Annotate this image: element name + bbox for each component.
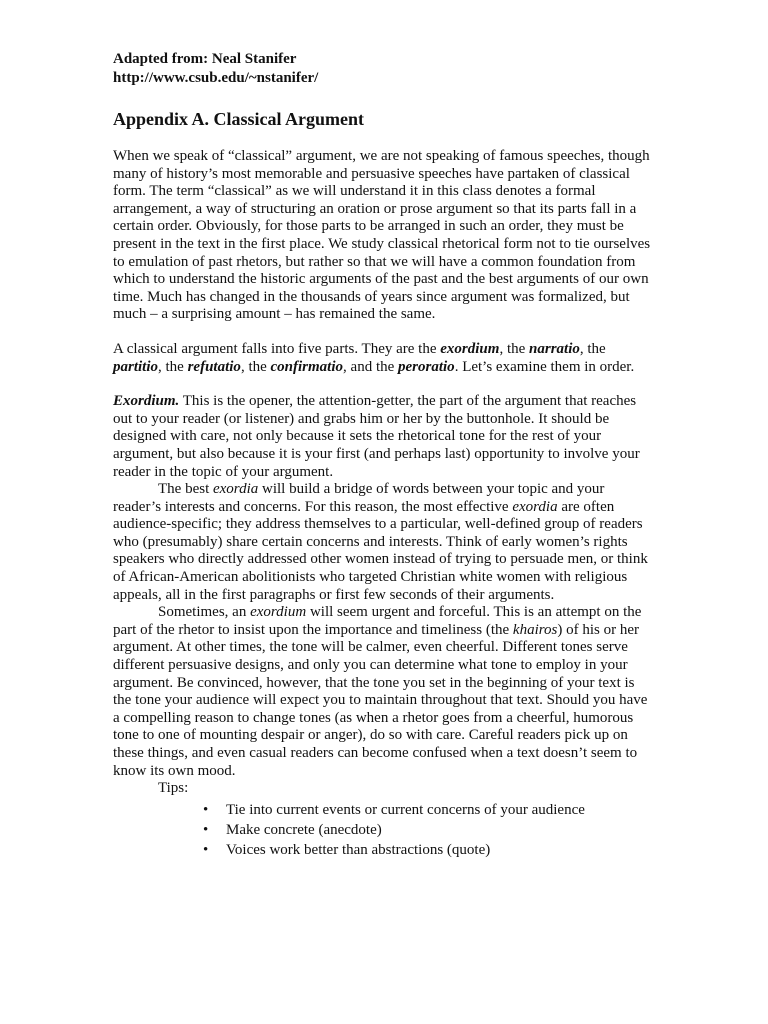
list-item: [203, 800, 655, 820]
term-exordia: exordia: [512, 498, 558, 515]
bullet-icon: •: [203, 801, 209, 818]
term-exordium: exordium: [250, 604, 307, 621]
p2-text-c: are often audience-specific; they address themselves to a particular, well-defined group of readers who (presumably) share certain concerns and interests. Think of early women’s rights speakers who directly addressed other women instead of trying to persuade men, or think of African-American abolitionists who targeted Christian white women with religious appeals, all in the first paragraphs or first few seconds of their arguments.: [113, 498, 648, 603]
list-item: [203, 840, 655, 860]
tip-text: Tie into current events or current concerns of your audience: [226, 801, 585, 818]
term-peroratio: peroratio: [398, 358, 455, 375]
page-title: Appendix A. Classical Argument: [113, 109, 365, 129]
parts-lead: A classical argument falls into five parts. They are the: [113, 340, 441, 357]
exordium-heading: Exordium.: [113, 393, 180, 410]
p2-text-a: The best: [158, 481, 213, 498]
bullet-icon: •: [203, 841, 209, 858]
term-exordium: exordium: [440, 340, 500, 357]
p3-text-a: Sometimes, an: [158, 604, 251, 621]
parts-tail: . Let’s examine them in order.: [454, 358, 635, 375]
p2-text-b: will build a bridge of words between your topic and your reader’s interests and concerns. For this reason, the most effective: [113, 481, 605, 515]
parts-separator: , the: [240, 358, 271, 375]
tip-text: Voices work better than abstractions (quote): [226, 841, 491, 858]
term-exordia: exordia: [212, 481, 259, 498]
exordium-paragraph-2: [113, 481, 655, 604]
tips-list: [113, 800, 655, 860]
source-url: http://www.csub.edu/~nstanifer/: [113, 70, 319, 86]
parts-separator: , the: [499, 340, 530, 357]
term-confirmatio: confirmatio: [270, 358, 344, 375]
parts-separator: , and the: [343, 358, 399, 375]
term-refutatio: refutatio: [187, 358, 241, 375]
exordium-p1-text: This is the opener, the attention-getter, the part of the argument that reaches out to your reader (or listener) and grabs him or her by the buttonhole. It should be designed with care, not only because it sets the rhetorical tone for the rest of your argument, but also because it is your first (and perhaps last) opportunity to involve your reader in the topic of your argument.: [113, 393, 640, 480]
tips-label: Tips:: [158, 780, 189, 797]
term-khairos: khairos: [512, 621, 558, 638]
parts-separator: , the: [579, 340, 606, 357]
p3-text-c: ) of his or her argument. At other times, the tone will be calmer, even cheerful. Different tones serve different persuasive designs, and only you can determine what tone to employ in your argument. Be convinced, however, that the tone you set in the beginning of your text is the tone your audience will expect you to maintain throughout that text. Should you have a compelling reason to change tones (as when a rhetor goes from a cheerful, humorous tone to one of mounting despair or anger), do so with care. Careful readers pick up on these things, and even casual readers can become confused when a text doesn’t seem to know its own mood.: [113, 621, 648, 779]
parts-paragraph: [113, 341, 655, 376]
tip-text: Make concrete (anecdote): [226, 821, 382, 838]
exordium-paragraph-1: [113, 393, 655, 481]
exordium-paragraph-3: [113, 604, 655, 780]
p3-text-b: will seem urgent and forceful. This is an attempt on the part of the rhetor to insist upon the importance and timeliness (the: [113, 604, 642, 638]
parts-separator: , the: [158, 358, 188, 375]
term-narratio: narratio: [529, 340, 580, 357]
list-item: [203, 820, 655, 840]
bullet-icon: •: [203, 821, 209, 838]
source-credit: [113, 50, 655, 88]
intro-paragraph: When we speak of “classical” argument, we are not speaking of famous speeches, though many of history’s most memorable and persuasive speeches have partaken of classical form. The term “classical” as we will understand it in this class denotes a formal arrangement, a way of structuring an oration or prose argument so that its parts fall in a certain order. Obviously, for those parts to be arranged in such an order, they must be present in the text in the first place. We study classical rhetorical form not to tie ourselves to emulation of past rhetors, but rather so that we will have a common foundation from which to understand the historic arguments of the past and the best arguments of our own time. Much has changed in the thousands of years since argument was formalized, but much – a surprising amount – has remained the same.: [113, 148, 651, 323]
adapted-from-line: Adapted from: Neal Stanifer: [113, 51, 297, 67]
term-partitio: partitio: [113, 358, 159, 375]
